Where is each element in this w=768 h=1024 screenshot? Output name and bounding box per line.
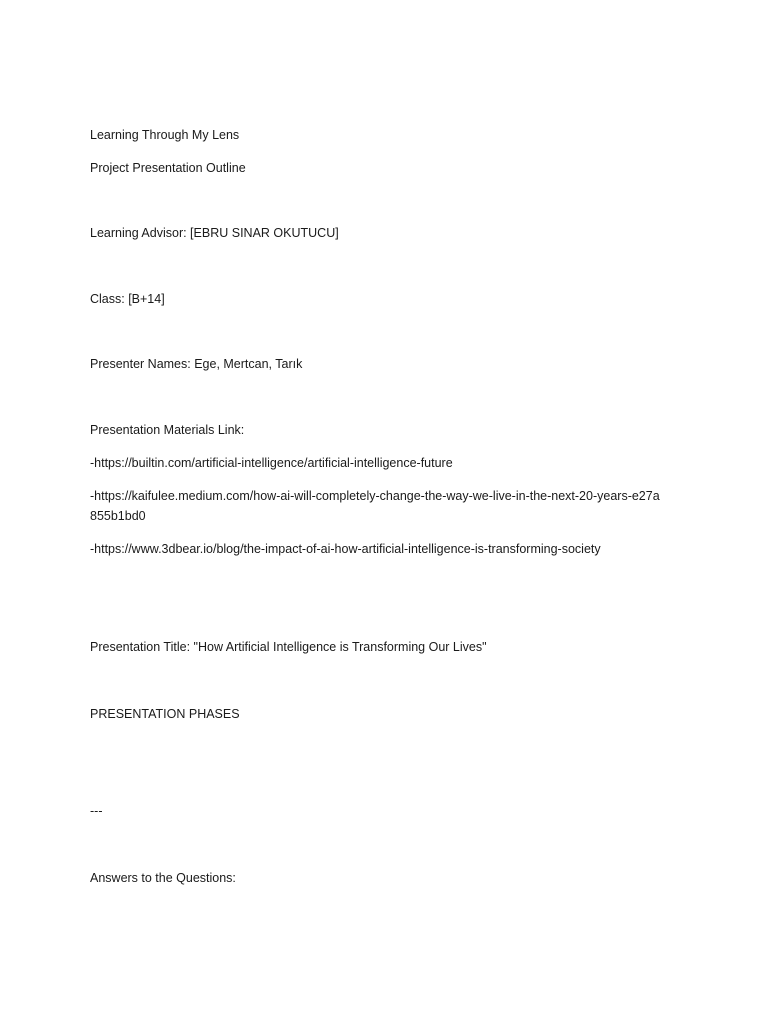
presenter-names: Presenter Names: Ege, Mertcan, Tarık [90, 357, 303, 371]
learning-advisor: Learning Advisor: [EBRU SINAR OKUTUCU] [90, 226, 339, 240]
presentation-title: Presentation Title: "How Artificial Intelligence is Transforming Our Lives" [90, 640, 487, 654]
document-subtitle: Project Presentation Outline [90, 161, 246, 175]
material-link-3[interactable]: -https://www.3dbear.io/blog/the-impact-of-ai-how-artificial-intelligence-is-transforming-society [90, 542, 601, 556]
document-title: Learning Through My Lens [90, 128, 240, 142]
presentation-phases-heading: PRESENTATION PHASES [90, 707, 240, 721]
answers-heading: Answers to the Questions: [90, 871, 236, 885]
class-field: Class: [B+14] [90, 292, 165, 306]
materials-heading: Presentation Materials Link: [90, 423, 245, 437]
material-link-2[interactable]: -https://kaifulee.medium.com/how-ai-will-completely-change-the-way-we-live-in-the-next-20-years-e27a855b1bd0 [90, 489, 660, 523]
section-separator: --- [90, 804, 103, 818]
material-link-1[interactable]: -https://builtin.com/artificial-intelligence/artificial-intelligence-future [90, 456, 453, 470]
